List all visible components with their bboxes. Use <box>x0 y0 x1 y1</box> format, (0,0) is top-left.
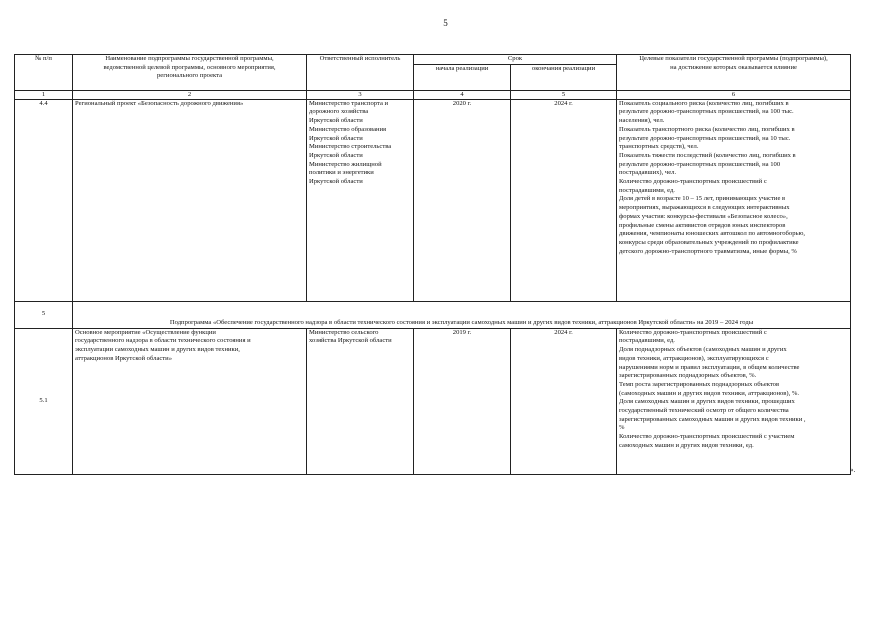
table-row-5-1 <box>15 328 851 474</box>
row-executor: Министерство транспорта и дорожного хозяйства Иркутской области Министерство образования Иркутской области Министерство строительства Иркутской области Министерство жилищной политики и энергетики Иркутской области <box>307 99 414 301</box>
subprogram-title: Подпрограмма «Обеспечение государственного надзора в области технического состояния и эксплуатации самоходных машин и других видов техники, аттракционов Иркутской области» на 2019 – 2024 годы <box>73 301 851 328</box>
row-targets: Количество дорожно-транспортных происшествий с пострадавшими, ед. Доля поднадзорных объектов (самоходных машин и других видов техники, аттракционов), эксплуатирующихся с нарушениями норм и правил эксплуатации, в общем количестве зарегистрированных поднадзорных объектов, %. Темп роста зарегистрированных поднадзорных объектов (самоходных машин и других видов техники, аттракционов), %. Доля самоходных машин и других видов техники, прошедших государственный технический осмотр от общего количества зарегистрированных самоходных машин и других видов техники , % Количество дорожно-транспортных происшествий с участием самоходных машин и других видов техники, ед. <box>617 328 851 474</box>
row-number: 5 <box>15 301 73 328</box>
row-end-year: 2024 г. <box>511 99 617 301</box>
column-number: 5 <box>511 90 617 99</box>
program-table <box>14 54 851 475</box>
header-period: Срок <box>414 55 617 65</box>
column-number: 1 <box>15 90 73 99</box>
column-number: 4 <box>414 90 511 99</box>
row-targets: Показатель социального риска (количество лиц, погибших в результате дорожно-транспортных происшествий, на 100 тыс. населения), чел. Показатель транспортного риска (количество лиц, погибших в результате дорожно-транспортных происшествий, на 10 тыс. транспортных средств), чел. Показатель тяжести последствий (количество лиц, погибших в результате дорожно-транспортных происшествий, на 100 пострадавших), чел. Количество дорожно-транспортных происшествий с пострадавшими, ед. Доля детей в возрасте 10 – 15 лет, принимающих участие в мероприятиях, выражающихся в следующих интерактивных формах участия: конкурсы-фестивали «Безопасное колесо», профильные смены активистов отрядов юных инспекторов движения, чемпионаты юношеских автошкол по автомногоборью, конкурсы среди образовательных учреждений по профилактике детского дорожно-транспортного травматизма, иные формы, % <box>617 99 851 301</box>
header-name: Наименование подпрограммы государственной программы, ведомственной целевой программы, основного мероприятия, регионального проекта <box>73 55 307 91</box>
row-name: Региональный проект «Безопасность дорожного движения» <box>73 99 307 301</box>
row-start-year: 2019 г. <box>414 328 511 474</box>
column-number: 6 <box>617 90 851 99</box>
header-executor: Ответственный исполнитель <box>307 55 414 91</box>
header-targets: Целевые показатели государственной программы (подпрограммы), на достижение которых оказывается влияние <box>617 55 851 91</box>
column-number: 2 <box>73 90 307 99</box>
row-name: Основное мероприятие «Осуществление функции государственного надзора в области технического состояния и эксплуатации самоходных машин и других видов техники, аттракционов Иркутской области» <box>73 328 307 474</box>
header-end: окончания реализации <box>511 64 617 90</box>
table-row-4-4 <box>15 99 851 301</box>
column-number: 3 <box>307 90 414 99</box>
header-num: № п/п <box>15 55 73 91</box>
row-executor: Министерство сельского хозяйства Иркутской области <box>307 328 414 474</box>
header-start: начала реализации <box>414 64 511 90</box>
column-number-row <box>15 90 851 99</box>
table-row-5 <box>15 301 851 328</box>
row-end-year: 2024 г. <box>511 328 617 474</box>
row-number: 5.1 <box>15 328 73 474</box>
row-start-year: 2020 г. <box>414 99 511 301</box>
closing-quote-mark: ». <box>850 466 856 474</box>
row-number: 4.4 <box>15 99 73 301</box>
page-number: 5 <box>443 18 448 28</box>
